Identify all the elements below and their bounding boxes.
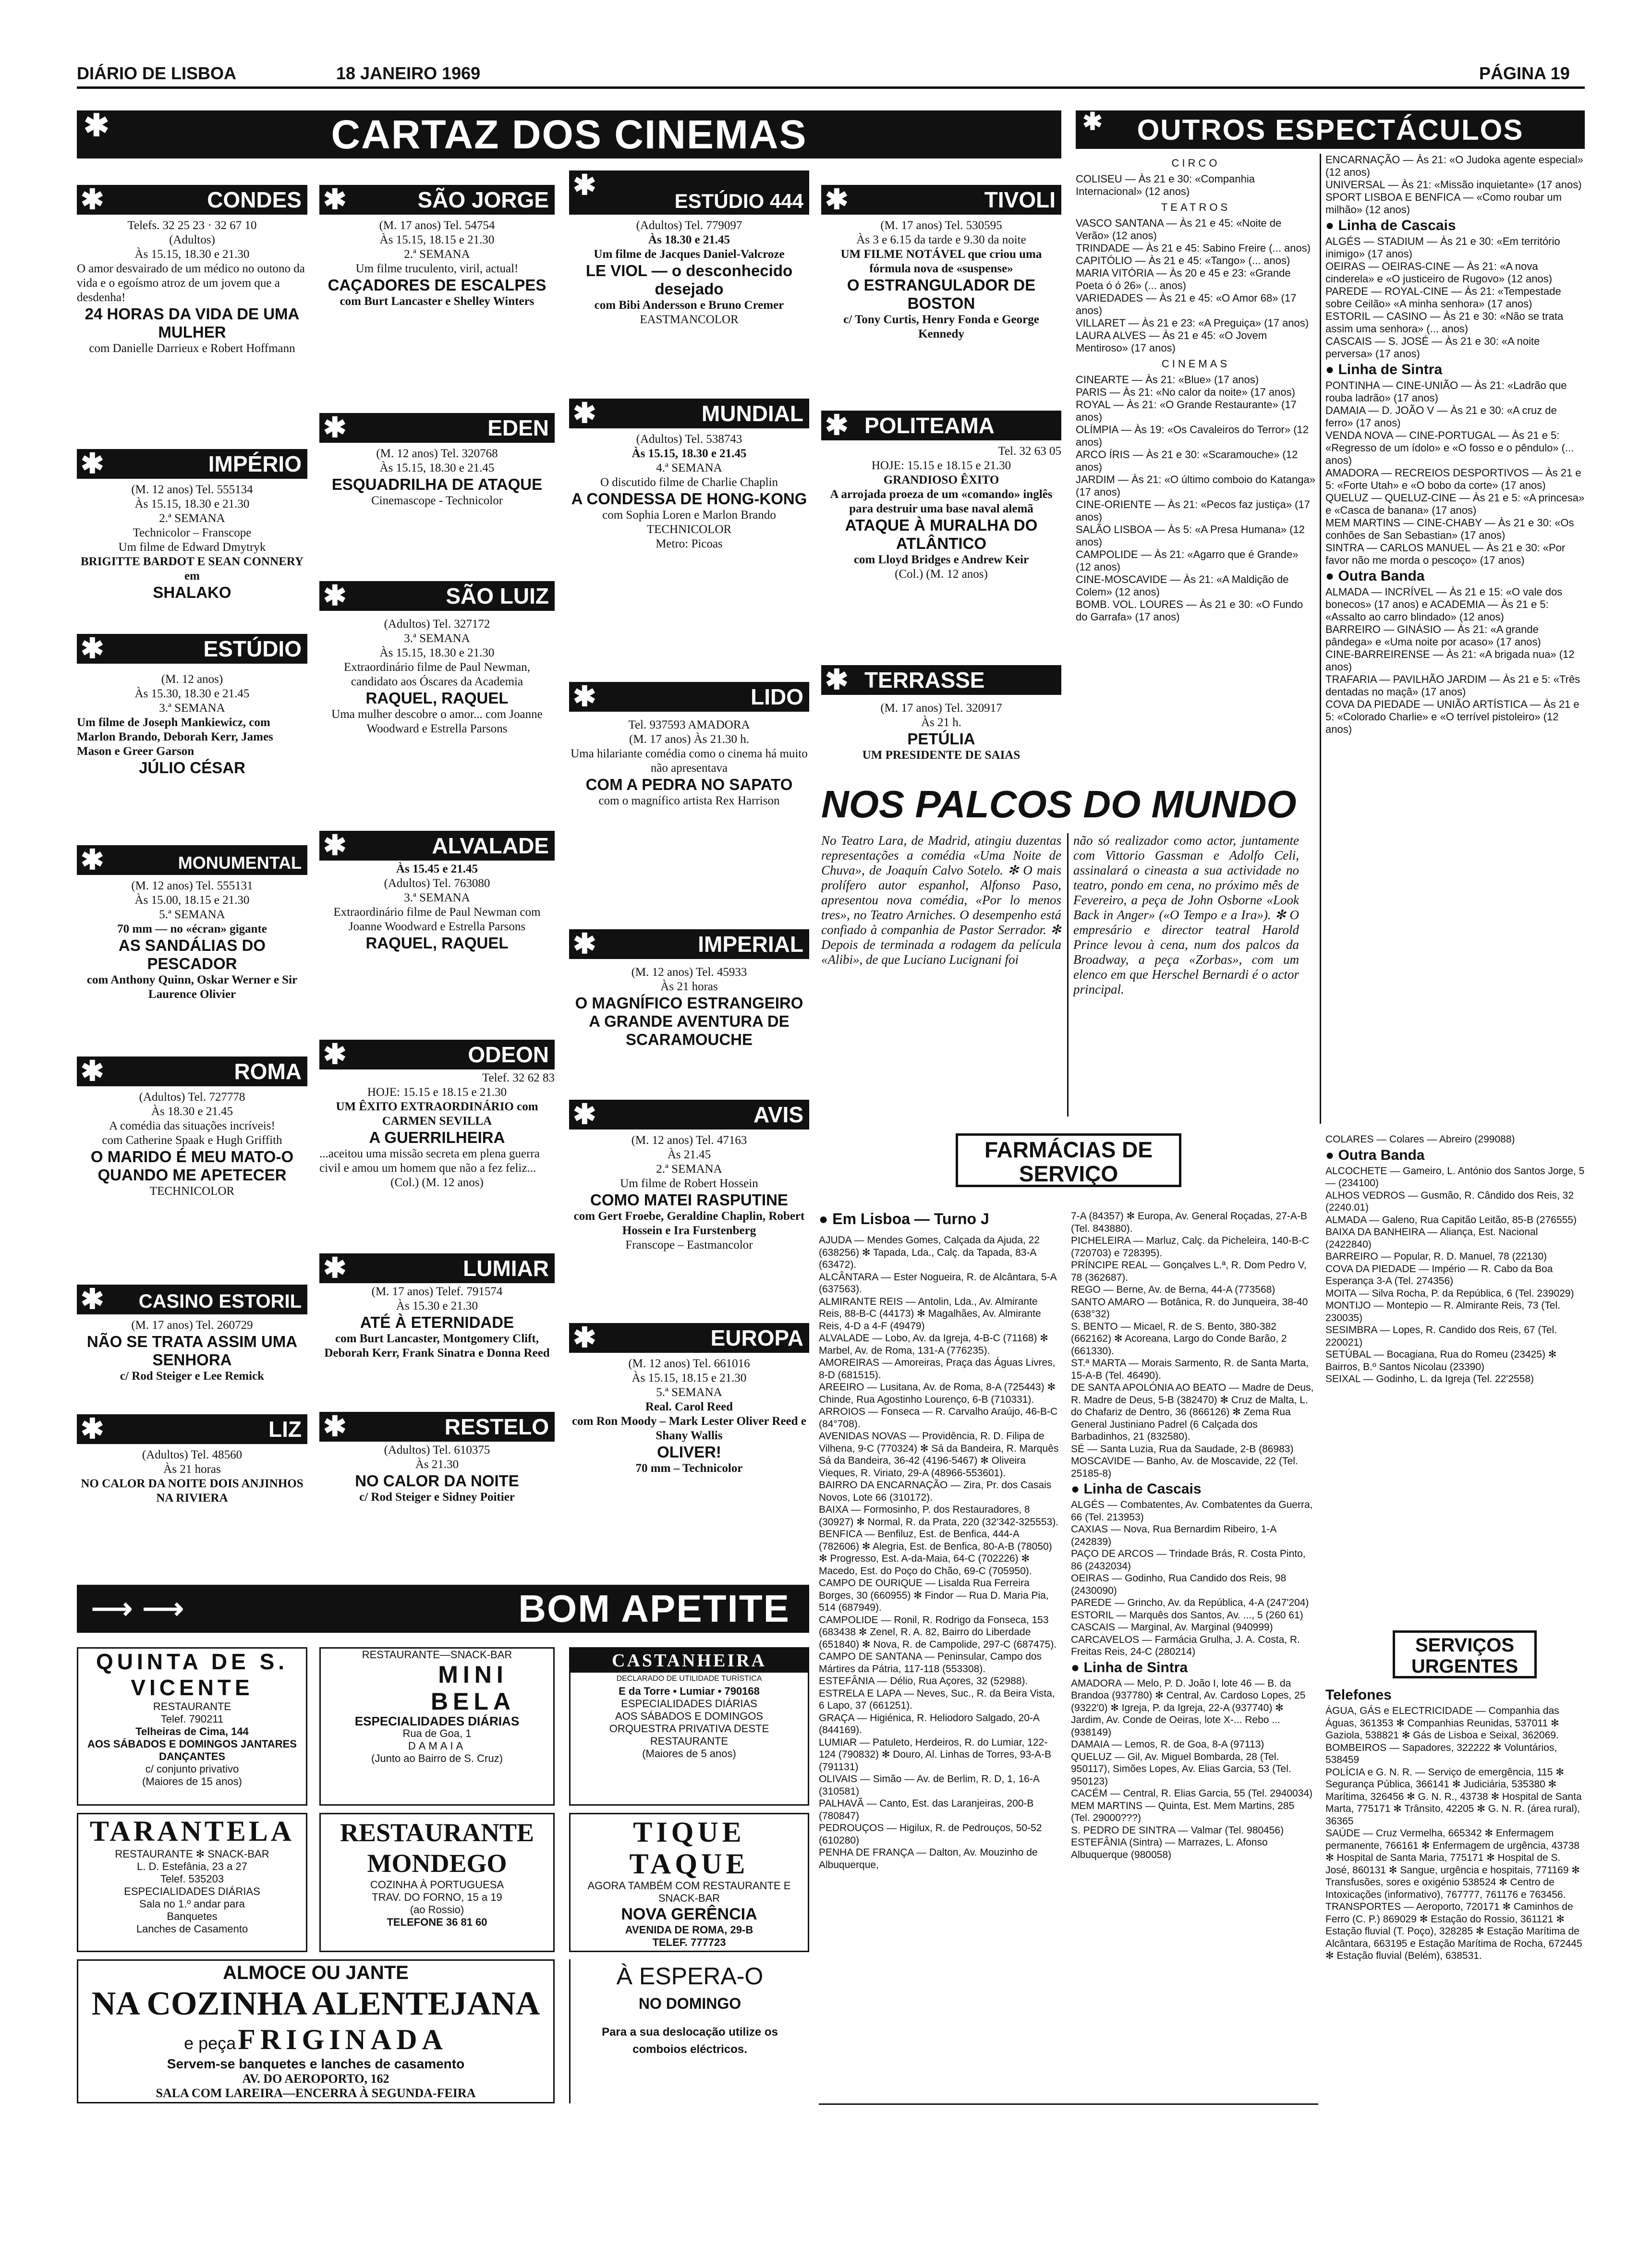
espectaculos-list-2: ENCARNAÇÃO — Às 21: «O Judoka agente especial» (12 anos) UNIVERSAL — Às 21: «Missão inquietante» (17 anos) SPORT LISBOA E BENFICA — «Como roubar um milhão» (12 anos) ● Linha de Cascais ALGÉS — STADIUM — Às 21 e 30: «Em território inimigo» (17 anos) OEIRAS — OEIRAS-CINE — Às 21: «A nova cinderela» e «O justiceiro de Rugovo» (12 anos) PAREDE — ROYAL-CINE — Às 21: «Tempestade sobre Ceilão» «A minha senhora» (17 anos) ESTORIL — CASINO — Às 21 e 30: «Não se trata assim uma senhora» (... anos) CASCAIS — S. JOSÉ — Às 21 e 30: «A noite perversa» (17 anos) ● Linha de Sintra PONTINHA — CINE-UNIÃO — Às 21: «Ladrão que rouba ladrão» (17 anos) DAMAIA — D. JOÃO V — Às 21 e 30: «A cruz de ferro» (17 anos) VENDA NOVA — CINE-PORTUGAL — Às 21 e 5: «Regresso de um ídolo» e «O fosso e o pêndulo» (... anos) AMADORA — RECREIOS DESPORTIVOS — Às 21 e 5: «Forte Utah» e «O bobo da corte» (17 anos) QUELUZ — QUELUZ-CINE — Às 21 e 5: «A princesa» e «Casca de banana» (17 anos) MEM MARTINS — CINE-CHABY — Às 21 e 30: «Os conhões de San Sebastian» (17 anos) SINTRA — CARLOS MANUEL — Às 21 e 30: «Por favor não me morda o pescoço» (17 anos) ● Outra Banda ALMADA — INCRÍVEL — Às 21 e 15: «O vale dos bonecos» (17 anos) e ACADEMIA — Às 21 e 5: «Assalto ao carro blindado» (12 anos) BARREIRO — GINÁSIO — Às 21: «A grande pândega» e «Uma noite por acaso» (17 anos) CINE-BARREIRENSE — Às 21: «A brigada nua» (12 anos) TRAFARIA — PAVILHÃO JARDIM — Às 21 e 5: «Três dentadas no maçã» (17 anos) COVA DA PIEDADE — UNIÃO ARTÍSTICA — Às 21 e 5: «Colorado Charlie» e «O terrível pistoleiro» (12 anos) xyxy=(1325,154,1585,735)
palcos-title: NOS PALCOS DO MUNDO xyxy=(821,783,1297,826)
cinema-title-restelo: ✱ RESTELO xyxy=(319,1412,555,1442)
cinema-listing-mundial: (Adultos) Tel. 538743 Às 15.15, 18.30 e 21.45 4.ª SEMANA O discutido filme de Charlie Chaplin A CONDESSA DE HONG-KONG com Sophia Loren e Marlon Brando TECHNICOLOR Metro: Picoas xyxy=(571,433,807,550)
cinema-listing-estudio: (M. 12 anos) Às 15.30, 18.30 e 21.45 3.ª SEMANA Um filme de Joseph Mankiewicz, com Marlon Brando, Deborah Kerr, James Mason e Greer Garson JÚLIO CÉSAR xyxy=(77,673,273,777)
cinema-listing-avis: (M. 12 anos) Tel. 47163 Às 21.45 2.ª SEMANA Um filme de Robert Hossein COMO MATEI RASPUTINE com Gert Froebe, Geraldine Chaplin, Robert Hossein e Ira Furstenberg Franscope – Eastmancolor xyxy=(573,1134,805,1251)
ad-cozinha-alentejana: ALMOCE OU JANTE NA COZINHA ALENTEJANA e peça FRIGINADA Servem-se banquetes e lanches de casamento AV. DO AEROPORTO, 162 SALA COM LAREIRA—ENCERRA À SEGUNDA-FEIRA xyxy=(77,1959,555,2103)
ad-mondego: RESTAURANTE MONDEGO COZINHA À PORTUGUESA TRAV. DO FORNO, 15 a 19 (ao Rossio) TELEFONE 36 81 60 xyxy=(319,1813,555,1952)
cinema-title-lido: ✱ LIDO xyxy=(569,682,809,712)
cinema-listing-europa: (M. 12 anos) Tel. 661016 Às 15.15, 18.15 e 21.30 5.ª SEMANA Real. Carol Reed com Ron Moody – Mark Lester Oliver Reed e Shany Wallis OLIVER! 70 mm – Technicolor xyxy=(572,1357,806,1475)
ad-quinta-sao-vicente: QUINTA DE S. VICENTE RESTAURANTE Telef. 790211 Telheiras de Cima, 144 AOS SÁBADOS E DOMINGOS JANTARES DANÇANTES c/ conjunto privativo (Maiores de 15 anos) xyxy=(77,1647,307,1806)
ad-castanheira: CASTANHEIRA DECLARADO DE UTILIDADE TURÍSTICA E da Torre • Lumiar • 790168 ESPECIALIDADES DIÁRIAS AOS SÁBADOS E DOMINGOS ORQUESTRA PRIVATIVA DESTE RESTAURANTE (Maiores de 5 anos) xyxy=(569,1647,809,1806)
cinema-title-estudio: ✱ ESTÚDIO xyxy=(77,634,307,664)
cinema-title-imperial: ✱ IMPERIAL xyxy=(569,929,809,959)
bottom-rule xyxy=(819,2103,1318,2105)
outros-banner xyxy=(1076,110,1585,149)
cinema-listing-lido: Tel. 937593 AMADORA (M. 17 anos) Às 21.30 h. Uma hilariante comédia como o cinema há muito não apresentava COM A PEDRA NO SAPATO com o magnífico artista Rex Harrison xyxy=(571,718,808,807)
fork-icon: ⟶ ⟶ xyxy=(91,1592,185,1625)
cinema-listing-saoluiz: (Adultos) Tel. 327172 3.ª SEMANA Às 15.15, 18.30 e 21.30 Extraordinário filme de Paul Newman, candidato aos Óscares da Academia RAQUEL, RAQUEL Uma mulher descobre o amor... com Joanne Woodward e Estrella Parsons xyxy=(331,618,543,735)
cinema-listing-monumental: (M. 12 anos) Tel. 555131 Às 15.00, 18.15 e 21.30 5.ª SEMANA 70 mm — no «écran» gigante AS SANDÁLIAS DO PESCADOR com Anthony Quinn, Oskar Werner e Sir Laurence Olivier xyxy=(86,879,298,1001)
cinema-title-liz: ✱ LIZ xyxy=(77,1414,307,1444)
page-number: PÁGINA 19 xyxy=(1479,63,1570,83)
outros-title: OUTROS ESPECTÁCULOS xyxy=(1137,113,1524,146)
cinema-listing-estudio444: (Adultos) Tel. 779097 Às 18.30 e 21.45 Um filme de Jacques Daniel-Valcroze LE VIOL — o desconhecido desejado com Bibi Andersson e Bruno Cremer EASTMANCOLOR xyxy=(585,219,793,326)
ad-tarantela: TARANTELA RESTAURANTE ✻ SNACK-BAR L. D. Estefânia, 23 a 27 Telef. 535203 ESPECIALIDADES DIÁRIAS Sala no 1.º andar para Banquetes Lanches de Casamento xyxy=(77,1813,307,1952)
cinema-listing-roma: (Adultos) Tel. 727778 Às 18.30 e 21.45 A comédia das situações incríveis! com Catherine Spaak e Hugh Griffith O MARIDO É MEU MATO-O QUANDO ME APETECER TECHNICOLOR xyxy=(90,1091,294,1198)
cinema-listing-estoril: (M. 17 anos) Tel. 260729 NÃO SE TRATA ASSIM UMA SENHORA c/ Rod Steiger e Lee Remick xyxy=(86,1319,298,1383)
cinema-listing-restelo: (Adultos) Tel. 610375 Às 21.30 NO CALOR DA NOITE c/ Rod Steiger e Sidney Poitier xyxy=(355,1444,519,1504)
cinema-listing-tivoli: (M. 17 anos) Tel. 530595 Às 3 e 6.15 da tarde e 9.30 da noite UM FILME NOTÁVEL que criou uma fórmula nova de «suspense» O ESTRANGULADOR DE BOSTON c/ Tony Curtis, Henry Fonda e George Kennedy xyxy=(840,219,1042,340)
cinema-title-eden: ✱ EDEN xyxy=(319,413,555,443)
cinema-listing-condes: Telefs. 32 25 23 · 32 67 10 (Adultos) Às 15.15, 18.30 e 21.30 O amor desvairado de um médico no outono da vida e o egoísmo atroz de um jovem que a desdenha! 24 HORAS DA VIDA DE UMA MULHER com Danielle Darrieux e Robert Hoffmann xyxy=(77,219,305,355)
farmacias-title: FARMÁCIAS DE SERVIÇO xyxy=(956,1133,1181,1187)
asterisk-icon: ✱ xyxy=(84,110,110,143)
cinema-listing-eden: (M. 12 anos) Tel. 320768 Às 15.15, 18.30 e 21.45 ESQUADRILHA DE ATAQUE Cinemascope - Technicolor xyxy=(331,447,543,507)
paper-name: DIÁRIO DE LISBOA xyxy=(77,63,237,83)
cinema-title-avis: ✱ AVIS xyxy=(569,1100,809,1130)
cinema-title-imperio: ✱ IMPÉRIO xyxy=(77,449,307,479)
cinema-title-mundial: ✱ MUNDIAL xyxy=(569,399,809,428)
cinema-title-roma: ✱ ROMA xyxy=(77,1057,307,1086)
cinema-listing-imperial: (M. 12 anos) Tel. 45933 Às 21 horas O MAGNÍFICO ESTRANGEIRO A GRANDE AVENTURA DE SCARAMOUCHE xyxy=(575,966,803,1048)
cinema-listing-alvalade: Às 15.45 e 21.45 (Adultos) Tel. 763080 3.ª SEMANA Extraordinário filme de Paul Newman com Joanne Woodward e Estrella Parsons RAQUEL, RAQUEL xyxy=(333,862,541,952)
cinema-listing-terrasse: (M. 17 anos) Tel. 320917 Às 21 h. PETÚLIA UM PRESIDENTE DE SAIAS xyxy=(862,702,1020,762)
apetite-banner xyxy=(77,1585,809,1633)
apetite-title: BOM APETITE xyxy=(518,1587,790,1630)
cinema-title-europa: ✱ EUROPA xyxy=(569,1323,809,1353)
servicos-title: SERVIÇOS URGENTES xyxy=(1393,1630,1537,1678)
cinema-title-estoril: ✱ CASINO ESTORIL xyxy=(77,1285,307,1314)
cinema-title-lumiar: ✱ LUMIAR xyxy=(319,1253,555,1283)
farmacias-linhas: 7-A (84357) ✻ Europa, Av. General Roçadas, 27-A-B (Tel. 843880). PICHELEIRA — Marluz, Calç. da Picheleira, 140-B-C (720703) e 728395). PRÍNCIPE REAL — Gonçalves L.ª, R. Dom Pedro V, 78 (362687). REGO — Berne, Av. de Berna, 44-A (773568) SANTO AMARO — Botânica, R. do Junqueira, 38-40 (638°32) S. BENTO — Micael, R. de S. Bento, 380-382 (662162) ✻ Acoreana, Largo do Conde Barão, 2 (661330). ST.ª MARTA — Morais Sarmento, R. de Santa Marta, 15-A-B (Tel. 46490). DE SANTA APOLÓNIA AO BEATO — Madre de Deus, R. Madre de Deus, 5-B (382470) ✻ Cruz de Malta, L. do Chafariz de Dentro, 36 (866126) ✻ Zema Rua General Justiniano Padrel (6 Calçada dos Barbadinhos, 21 (832580). SÉ — Santa Luzia, Rua da Saudade, 2-B (86983) MOSCAVIDE — Banho, Av. de Moscavide, 22 (Tel. 25185-8) ● Linha de Cascais ALGÉS — Combatentes, Av. Combatentes da Guerra, 66 (Tel. 213953) CAXIAS — Nova, Rua Bernardim Ribeiro, 1-A (242839) PAÇO DE ARCOS — Trindade Brás, R. Costa Pinto, 86 (2432034) OEIRAS — Godinho, Rua Candido dos Reis, 98 (2430090) PAREDE — Grincho, Av. da República, 4-A (247'204) ESTORIL — Marquês dos Santos, Av. ..., 5 (260 61) CASCAIS — Marginal, Av. Marginal (940999) CARCAVELOS — Farmácia Grulha, J. A. Costa, R. Freitas Reis, 24-C (280214) ● Linha de Sintra AMADORA — Melo, P. D. João I, lote 46 — B. da Brandoa (937780) ✻ Central, Av. Cardoso Lopes, 25 (9322'0) ✻ Igreja, P. da Igreja, 22-A (937740) ✻ Jardim, Av. Conde de Oeiras, lote X-... Rebo ... (938149) DAMAIA — Lemos, R. de Goa, 8-A (97113) QUELUZ — Gil, Av. Miguel Bombarda, 28 (Tel. 950117), Simões Lopes, Av. Elias Garcia, 53 (Tel. 950123) CACÉM — Central, R. Elias Garcia, 55 (Tel. 2940034) MEM MARTINS — Quinta, Est. Mem Martins, 285 (Tel. 29000???) S. PEDRO DE SINTRA — Valmar (Tel. 980456) ESTEFÂNIA (Sintra) — Marrazes, L. Afonso Albuquerque (980058) xyxy=(1071,1211,1314,1860)
cinema-title-alvalade: ✱ ALVALADE xyxy=(319,831,555,861)
servicos-list: Telefones ÁGUA, GÁS e ELECTRICIDADE — Companhia das Águas, 361353 ✻ Companhias Reunidas, 537011 ✻ Gaziola, 538821 ✻ Gás de Lisboa e Seixal, 362069. BOMBEIROS — Sapadores, 322222 ✻ Voluntários, 538459 POLÍCIA e G. N. R. — Serviço de emergência, 115 ✻ Segurança Pública, 366141 ✻ Judiciária, 535380 ✻ Marítima, 326456 ✻ G. N. R., 43738 ✻ Hospital de Santa Marta, 775171 ✻ Trânsito, 42205 ✻ G. N. R. (área rural), 36365 SAÚDE — Cruz Vermelha, 665342 ✻ Enfermagem permanente, 766161 ✻ Enfermagem de urgência, 43738 ✻ Hospital de Santa Maria, 775171 ✻ Hospital de S. José, 860131 ✻ Sangue, urgência e hospitais, 771169 ✻ Transfusões, sores e oxigénio 538524 ✻ Centro de Intoxicações (informativo), 767777, 761176 e 763456. TRANSPORTES — Aeroporto, 720171 ✻ Caminhos de Ferro (C. P.) 869029 ✻ Estação do Rossio, 361121 ✻ Estação fluvial (T. Poço), 328285 ✻ Estação Marítima de Alcântara, 663195 e Estação Marítima de Rocha, 672445 ✻ Estação fluvial (Belém), 638531. xyxy=(1325,1687,1582,1961)
ad-mini-bela: RESTAURANTE—SNACK-BAR MINI BELA ESPECIALIDADES DIÁRIAS Rua de Goa, 1 DAMAIA (Junto ao Bairro de S. Cruz) xyxy=(319,1647,555,1806)
farmacias-lisboa: AJUDA — Mendes Gomes, Calçada da Ajuda, 22 (638256) ✻ Tapada, Lda., Calç. da Tapada, 83-A (63472). ALCÂNTARA — Ester Nogueira, R. de Alcântara, 5-A (637563). ALMIRANTE REIS — Antolin, Lda., Av. Almirante Reis, 88-B-C (44173) ✻ Magalhães, Av. Almirante Reis, 4-D a 4-F (49479) ALVALADE — Lobo, Av. da Igreja, 4-B-C (71168) ✻ Marbel, Av. de Roma, 131-A (776235). AMOREIRAS — Amoreiras, Praça das Águas Livres, 8-D (681515). AREEIRO — Lusitana, Av. de Roma, 8-A (725443) ✻ Chinde, Rua Agostinho Lourenço, 6-B (710331). ARROIOS — Fonseca — R. Carvalho Araújo, 46-B-C (84°708). AVENIDAS NOVAS — Providência, R. D. Filipa de Vilhena, 9-C (770324) ✻ Sá da Bandeira, R. Marquês Sá da Bandeira, 36-42 (4196-5467) ✻ Oliveira Vieques, R. Viriato, 29-A (48966-553601). BAIRRO DA ENCARNAÇÃO — Zira, Pr. dos Casais Novos, Lote 66 (310172). BAIXA — Formosinho, P. dos Restauradores, 8 (30927) ✻ Normal, R. da Prata, 220 (32'342-325553). BENFICA — Benfiluz, Est. de Benfica, 444-A (782606) ✻ Alegria, Est. de Benfica, 80-A-B (78050) ✻ Progresso, Est. A-da-Maia, 64-C (702226) ✻ Macedo, Est. do Poço do Chão, 69-C (705950). CAMPO DE OURIQUE — Lisalda Rua Ferreira Borges, 30 (660955) ✻ Findor — Rua D. Maria Pia, 514 (687949). CAMPOLIDE — Ronil, R. Rodrigo da Fonseca, 153 (683438 ✻ Zenel, R. A. 82, Bairro do Liberdade (651840) ✻ Nova, R. de Campolide, 297-C (687475). CAMPO DE SANTANA — Peninsular, Campo dos Mártires da Pátria, 117-118 (553308). ESTEFÂNIA — Délio, Rua Açores, 32 (52988). ESTRELA E LAPA — Neves, Suc., R. da Beira Vista, 6 Lapo, 37 (661251). GRAÇA — Higiénica, R. Heliodoro Salgado, 20-A (844169). LUMIAR — Patuleto, Herdeiros, R. do Lumiar, 122-124 (790832) ✻ Douro, Al. Linhas de Torres, 93-A-B (791131) OLIVAIS — Simão — Av. de Berlim, R. D, 1, 16-A (310581) PALHAVÃ — Canto, Est. das Laranjeiras, 200-B (780847) PEDROUÇOS — Higilux, R. de Pedrouços, 50-52 (610280) PENHA DE FRANÇA — Dalton, Av. Mouzinho de Albuquerque, xyxy=(819,1235,1059,1870)
cinema-listing-odeon: Telef. 32 62 83 HOJE: 15.15 e 18.15 e 21.30 UM ÊXITO EXTRAORDINÁRIO com CARMEN SEVILLA A GUERRILHEIRA ...aceitou uma missão secreta em plena guerra civil e amou um homem que não a fez feliz... (Col.) (M. 12 anos) xyxy=(319,1071,555,1189)
farmacias-subtitle: ● Em Lisboa — Turno J xyxy=(819,1210,989,1227)
cinema-listing-saojorge: (M. 17 anos) Tel. 54754 Às 15.15, 18.15 e 21.30 2.ª SEMANA Um filme truculento, viril, actual! CAÇADORES DE ESCALPES com Burt Lancaster e Shelley Winters xyxy=(328,219,547,308)
cinema-title-terrasse: ✱ TERRASSE xyxy=(821,665,1061,695)
cinema-title-estudio444: ✱ ESTÚDIO 444 xyxy=(569,170,809,215)
palcos-divider xyxy=(1067,833,1069,1117)
cartaz-title: CARTAZ DOS CINEMAS xyxy=(331,111,807,157)
cinema-title-politeama: ✱ POLITEAMA xyxy=(821,411,1061,440)
page-date: 18 JANEIRO 1969 xyxy=(336,63,481,83)
cinema-listing-liz: (Adultos) Tel. 48560 Às 21 horas NO CALOR DA NOITE DOIS ANJINHOS NA RIVIERA xyxy=(81,1448,304,1505)
cinema-title-condes: ✱ CONDES xyxy=(77,185,307,215)
cinema-title-odeon: ✱ ODEON xyxy=(319,1040,555,1069)
farmacias-outra-banda: COLARES — Colares — Abreiro (299088) ● Outra Banda ALCOCHETE — Gameiro, L. António dos Santos Jorge, 5 — (234100) ALHOS VEDROS — Gusmão, R. Cândido dos Reis, 32 (2240.01) ALMADA — Galeno, Rua Capitão Leitão, 85-B (276555) BAIXA DA BANHEIRA — Aliança, Est. Nacional (2422840) BARREIRO — Popular, R. D. Manuel, 78 (22130) COVA DA PIEDADE — Império — R. Cabo da Boa Esperança 3-A (Tel. 274356) MOITA — Silva Rocha, P. da República, 6 (Tel. 239029) MONTIJO — Montepio — R. Almirante Reis, 73 (Tel. 230035) SESIMBRA — Lopes, R. Candido dos Reis, 67 (Tel. 220021) SETÚBAL — Bocagiana, Rua do Romeu (23425) ✻ Bairros, B.º Santos Nicolau (23390) SEIXAL — Godinho, L. da Igreja (Tel. 22'2558) xyxy=(1325,1134,1585,1385)
cinema-title-saojorge: ✱ SÃO JORGE xyxy=(319,185,555,215)
cinema-title-tivoli: ✱ TIVOLI xyxy=(821,185,1061,215)
cinema-listing-lumiar: (M. 17 anos) Telef. 791574 Às 15.30 e 21.30 ATÉ À ETERNIDADE com Burt Lancaster, Montgomery Clift, Deborah Kerr, Frank Sinatra e Donna Reed xyxy=(324,1285,550,1360)
ad-comboios: À ESPERA-O NO DOMINGO Para a sua deslocação utilize os comboios eléctricos. xyxy=(569,1959,809,2103)
ad-tique-taque: TIQUE TAQUE AGORA TAMBÉM COM RESTAURANTE E SNACK-BAR NOVA GERÊNCIA AVENIDA DE ROMA, 29-B TELEF. 777723 xyxy=(569,1813,809,1952)
column-divider xyxy=(1320,154,1321,1124)
cartaz-banner xyxy=(77,110,1061,158)
cinema-listing-imperio: (M. 12 anos) Tel. 555134 Às 15.15, 18.30 e 21.30 2.ª SEMANA Technicolor – Franscope Um filme de Edward Dmytryk BRIGITTE BARDOT E SEAN CONNERY em SHALAKO xyxy=(80,483,304,601)
espectaculos-list: CIRCO COLISEU — Às 21 e 30: «Companhia Internacional» (12 anos) TEATROS VASCO SANTANA — Às 21 e 45: «Noite de Verão» (12 anos) TRINDADE — Às 21 e 45: Sabino Freire (... anos) CAPITÓLIO — Às 21 e 45: «Tango» (... anos) MARIA VITÓRIA — Às 20 e 45 e 23: «Grande Poeta ó ó 26» (... anos) VARIEDADES — Às 21 e 45: «O Amor 68» (17 anos) VILLARET — Às 21 e 23: «A Preguiça» (17 anos) LAURA ALVES — Às 21 e 45: «O Jovem Mentiroso» (17 anos) CINEMAS CINEARTE — Às 21: «Blue» (17 anos) PARIS — Às 21: «No calor da noite» (17 anos) ROYAL — Às 21: «O Grande Restaurante» (17 anos) OLÍMPIA — Às 19: «Os Cavaleiros do Terror» (12 anos) ARCO ÍRIS — Às 21 e 30: «Scaramouche» (12 anos) JARDIM — Às 21: «O último comboio do Katanga» (17 anos) CINE-ORIENTE — Às 21: «Pecos faz justiça» (17 anos) SALÃO LISBOA — Às 5: «A Presa Humana» (12 anos) CAMPOLIDE — Às 21: «Agarro que é Grande» (12 anos) CINE-MOSCAVIDE — Às 21: «A Maldição de Colem» (12 anos) BOMB. VOL. LOURES — Às 21 e 30: «O Fundo do Garrafa» (17 anos) xyxy=(1076,157,1315,623)
cinema-title-saoluiz: ✱ SÃO LUIZ xyxy=(319,581,555,611)
asterisk-icon: ✱ xyxy=(1082,110,1104,135)
palcos-column-2: não só realizador como actor, juntamente com Vittorio Gassman e Adolfo Celi, assinalará o cineasta a sua actividade no teatro, pondo em cena, no próximo mês de Fevereiro, a peça de John Osborne «Look Back in Anger» («O Tempo e a Ira»). ✻ O empresário e director teatral Harold Prince levou à cena, num dos palcos da Broadway, a peça «Zorbas», com um elenco em que Herschel Bernardi é o actor principal. xyxy=(1073,833,1299,996)
header-rule xyxy=(77,86,1585,89)
cinema-title-monumental: ✱ MONUMENTAL xyxy=(77,845,307,875)
cinema-listing-politeama: Tel. 32 63 05 HOJE: 15.15 e 18.15 e 21.30 GRANDIOSO ÊXITO A arrojada proeza de um «comando» inglês para destruir uma base naval alemã ATAQUE À MURALHA DO ATLÂNTICO com Lloyd Bridges e Andrew Keir (Col.) (M. 12 anos) xyxy=(830,445,1061,581)
palcos-column-1: No Teatro Lara, de Madrid, atingiu duzentas representações a comédia «Uma Noite de Chuva», de Joaquín Calvo Sotelo. ✻ O mais prolífero autor espanhol, Alfonso Paso, apresentou nova comédia, «Por lo menos tres», no Teatro Arniches. O desempenho está confiado à companhia de Pastor Serrador. ✻ Depois de terminada a rodagem da película «Alibi», de que Luciano Lucignani foi xyxy=(821,833,1061,967)
